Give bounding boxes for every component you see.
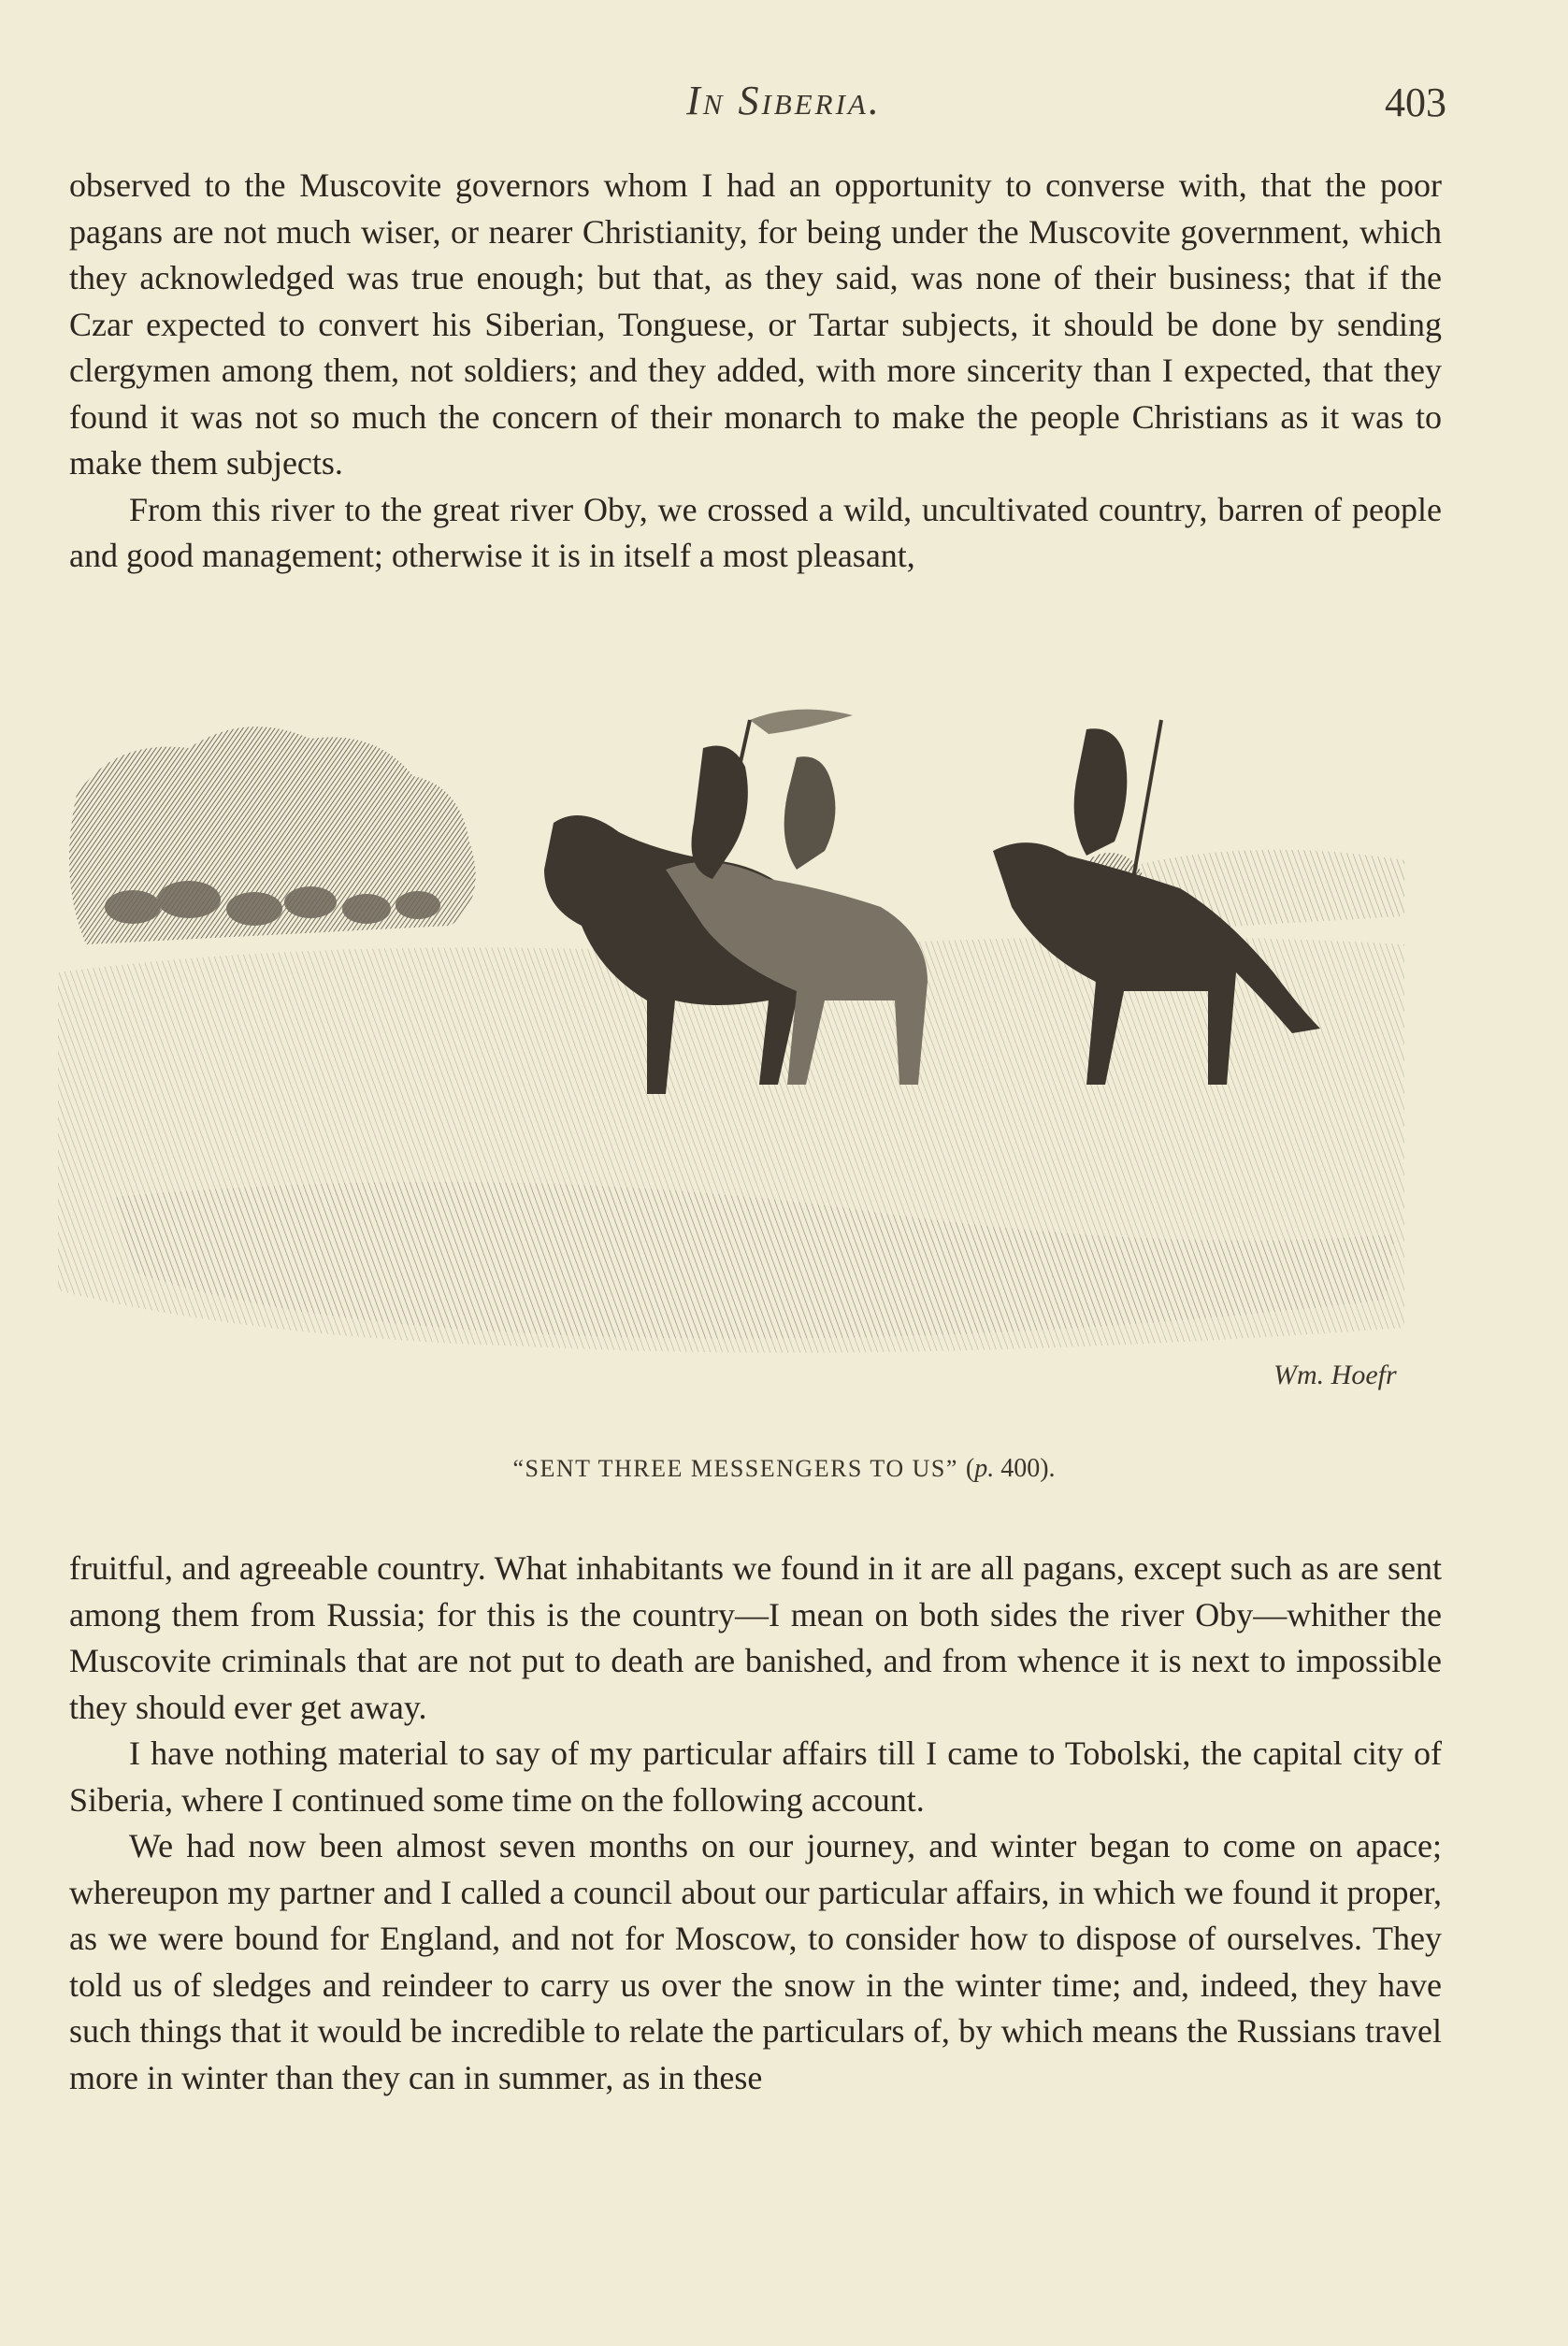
body-text-top: [69, 163, 1442, 580]
illustration-signature: Wm. Hoefr: [1273, 1360, 1397, 1390]
paragraph: From this river to the great river Oby, we crossed a wild, uncultivated country, barren of people and good management; otherwise it is in itself a most pleasant,: [69, 490, 1442, 574]
caption-ref-p: p.: [974, 1454, 995, 1483]
paragraph: fruitful, and agreeable country. What inhabitants we found in it are all pagans, except such as are sent among them from Russia; for this is the country—I mean on both sides the river Oby—whither the Muscovite criminals that are not put to death are banished, and from whence it is next to impossible they should ever get away.: [69, 1549, 1442, 1726]
page-number: 403: [1385, 79, 1446, 125]
running-title: In Siberia.: [686, 78, 882, 123]
caption-page-reference: (p. 400).: [965, 1454, 1056, 1483]
illustration-caption: [0, 1454, 1568, 1484]
caption-ref-num: 400).: [1000, 1454, 1056, 1483]
engraving-riders-svg: [58, 692, 1456, 1431]
engraving-illustration: [58, 692, 1456, 1431]
paragraph: We had now been almost seven months on our journey, and winter began to come on apace; whereupon my partner and I called a council about our particular affairs, in which we found it proper, as we were bound for England, and not for Moscow, to consider how to dispose of ourselves. They told us of sledges and reindeer to carry us over the snow in the winter time; and, indeed, they have such things that it would be incredible to relate the particulars of, by which means the Russians travel more in winter than they can in summer, as in these: [69, 1827, 1442, 2096]
paragraph: observed to the Muscovite governors whom I had an opportunity to converse with, that the poor pagans are not much wiser, or nearer Christianity, for being under the Muscovite government, which they acknowledged was true enough; but that, as they said, was none of their business; that if the Czar expected to convert his Siberian, Tonguese, or Tartar subjects, it should be done by sending clergymen among them, not soldiers; and they added, with more sincerity than I expected, that they found it was not so much the concern of their monarch to make the people Christians as it was to make them subjects.: [69, 166, 1442, 482]
caption-text: “SENT THREE MESSENGERS TO US”: [512, 1455, 958, 1482]
running-head: [0, 77, 1568, 133]
body-text-bottom: [69, 1546, 1442, 2101]
paragraph: I have nothing material to say of my particular affairs till I came to Tobolski, the capital city of Siberia, where I continued some time on the following account.: [69, 1734, 1442, 1819]
